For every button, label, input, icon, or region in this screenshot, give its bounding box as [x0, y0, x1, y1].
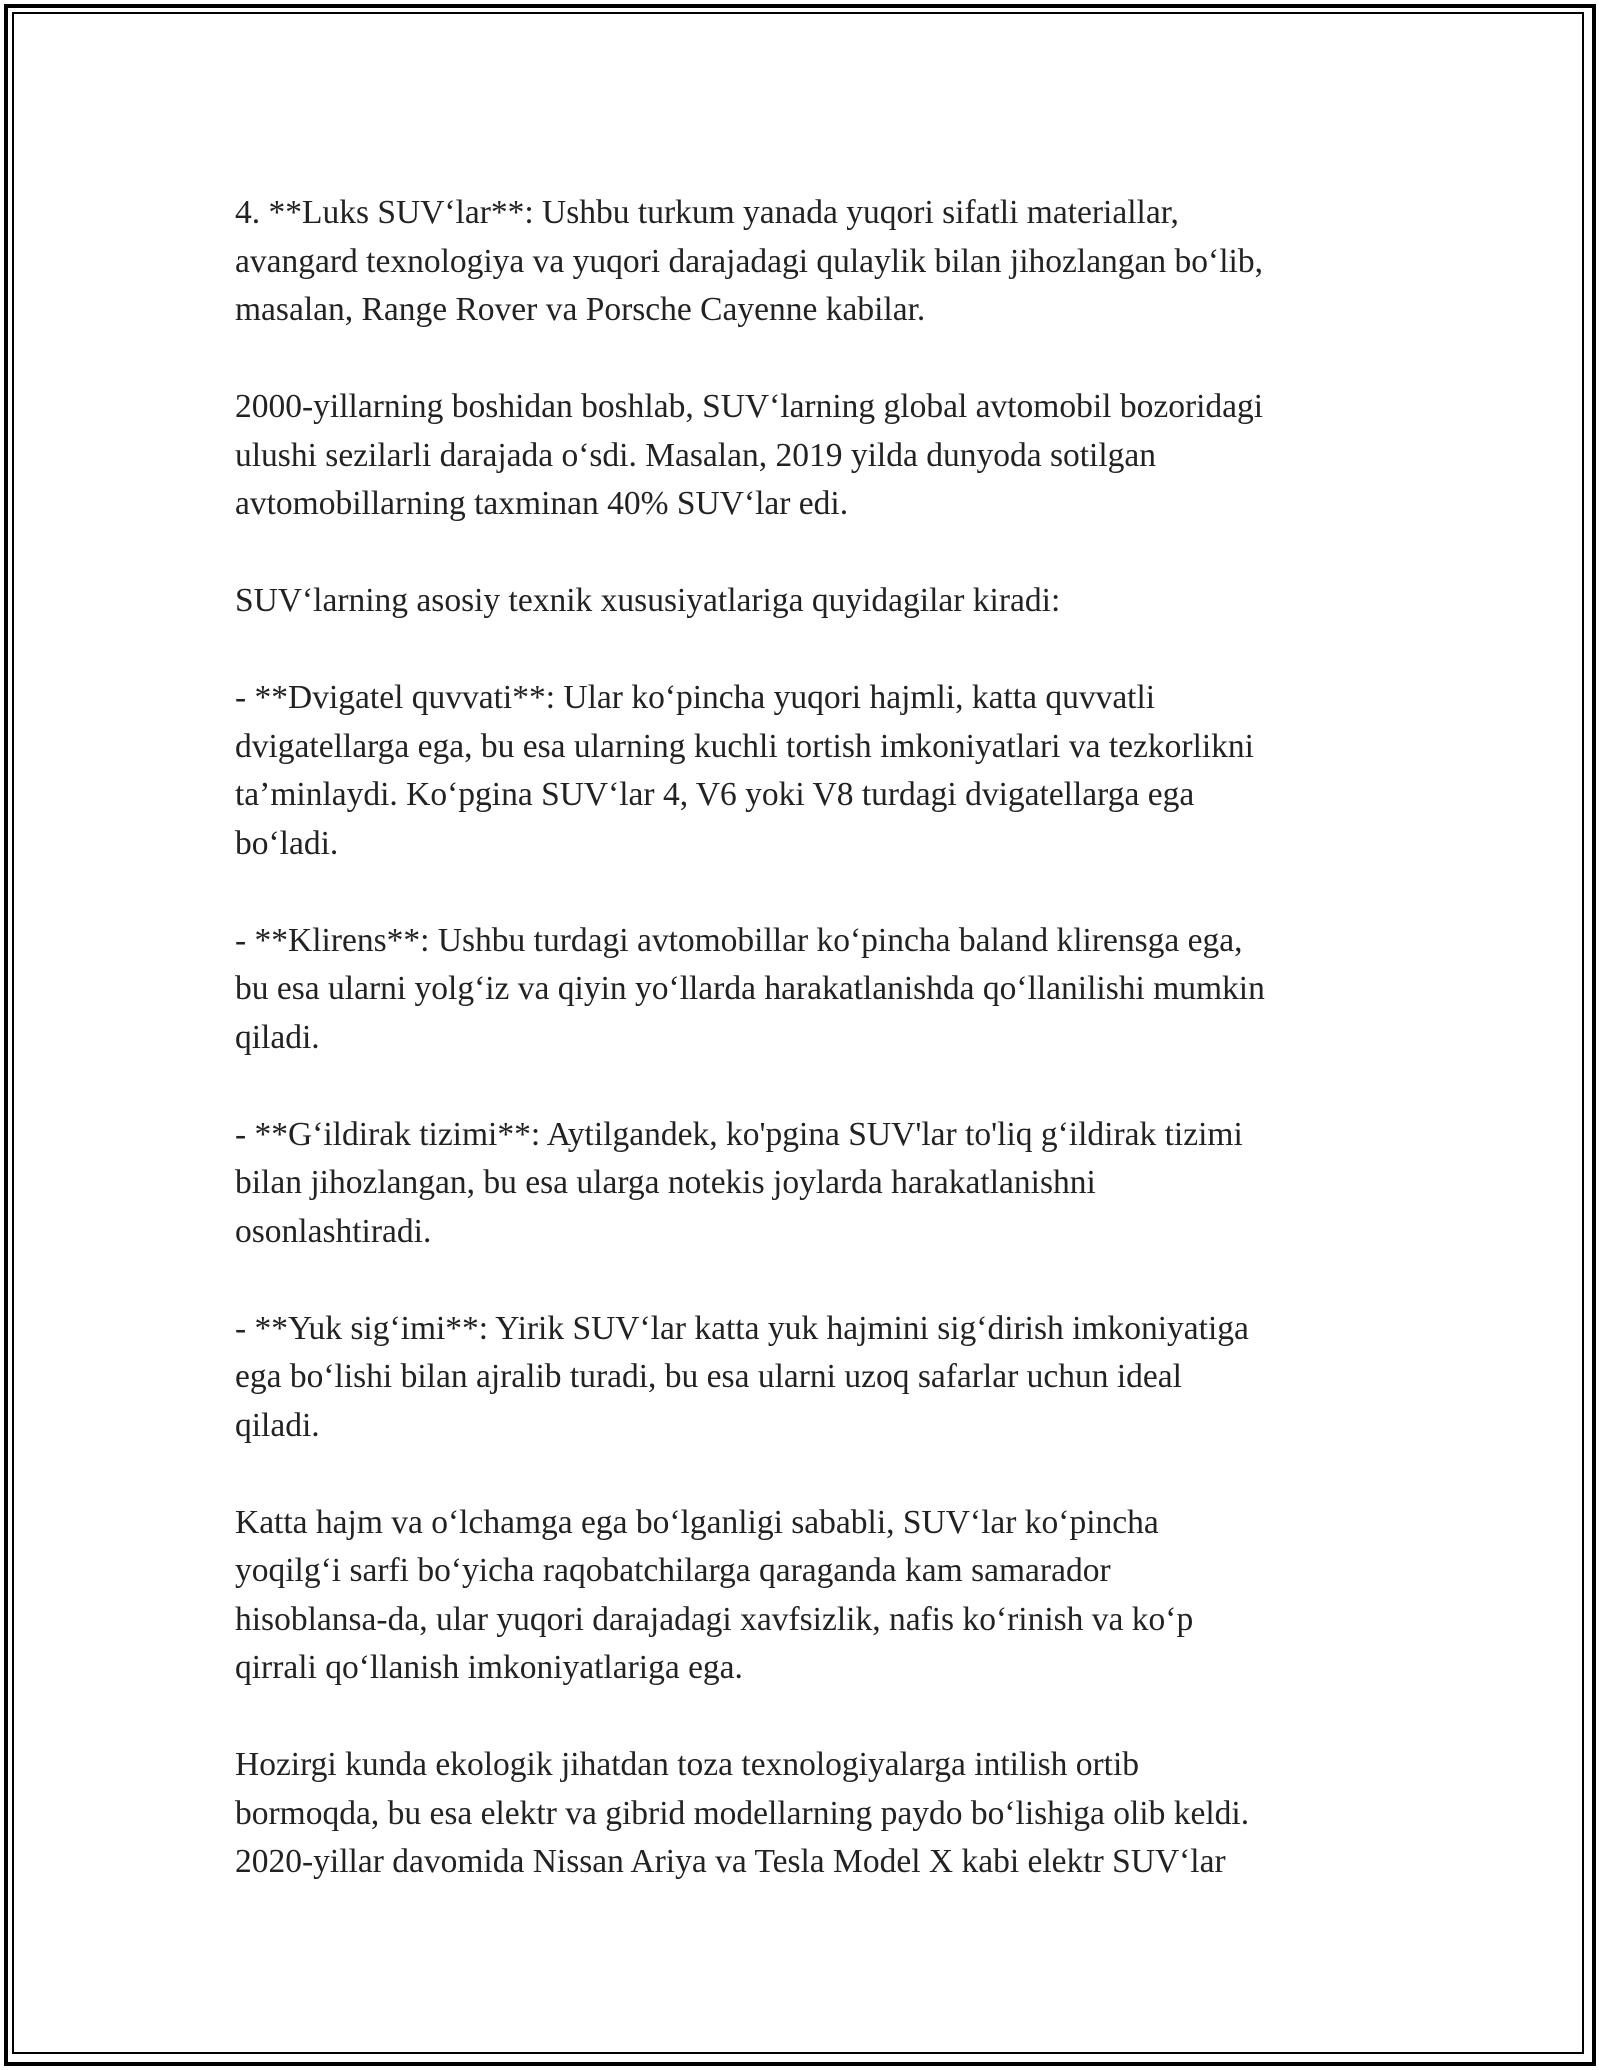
text-line: avangard texnologiya va yuqori darajadagi qulaylik bilan jihozlangan bo‘lib, [235, 242, 1263, 280]
text-line: - **Yuk sig‘imi**: Yirik SUV‘lar katta yuk hajmini sig‘dirish imkoniyatiga [235, 1309, 1249, 1347]
text-line: - **G‘ildirak tizimi**: Aytilgandek, ko'pgina SUV'lar to'liq g‘ildirak tizimi [235, 1115, 1243, 1153]
text-line: 4. **Luks SUV‘lar**: Ushbu turkum yanada yuqori sifatli materiallar, [235, 194, 1179, 231]
text-line: osonlashtiradi. [235, 1212, 432, 1250]
text-line: - **Klirens**: Ushbu turdagi avtomobillar ko‘pincha baland klirensga ega, [235, 921, 1243, 959]
text-line: - **Dvigatel quvvati**: Ular ko‘pincha yuqori hajmli, katta quvvatli [235, 679, 1156, 716]
paragraph-fuel-efficiency [235, 1499, 1385, 1693]
document-body [235, 189, 1385, 1935]
list-item-wheel-drive [235, 1111, 1385, 1257]
paragraph-luxury-suvs [235, 189, 1385, 335]
text-line: ega bo‘lishi bilan ajralib turadi, bu esa ularni uzoq safarlar uchun ideal [235, 1358, 1182, 1395]
text-line: dvigatellarga ega, bu esa ularning kuchli tortish imkoniyatlari va tezkorlikni [235, 727, 1254, 765]
text-line: bormoqda, bu esa elektr va gibrid modellarning paydo bo‘lishiga olib keldi. [235, 1794, 1250, 1832]
text-line: avtomobillarning taxminan 40% SUV‘lar edi. [235, 485, 849, 522]
paragraph-market-share [235, 383, 1385, 529]
text-line: Hozirgi kunda ekologik jihatdan toza texnologiyalarga intilish ortib [235, 1746, 1140, 1783]
text-line: bu esa ularni yolg‘iz va qiyin yo‘llarda harakatlanishda qo‘llanilishi mumkin [235, 970, 1265, 1007]
list-item-ground-clearance [235, 917, 1385, 1063]
text-line: ulushi sezilarli darajada o‘sdi. Masalan, 2019 yilda dunyoda sotilgan [235, 436, 1157, 474]
text-line: masalan, Range Rover va Porsche Cayenne kabilar. [235, 291, 926, 328]
text-line: hisoblansa-da, ular yuqori darajadagi xavfsizlik, nafis ko‘rinish va ko‘p [235, 1600, 1194, 1638]
text-line: bilan jihozlangan, bu esa ularga notekis joylarda harakatlanishni [235, 1164, 1096, 1201]
text-line: qiladi. [235, 1406, 320, 1444]
paragraph-features-intro [235, 577, 1385, 626]
list-item-engine-power [235, 674, 1385, 868]
text-line: bo‘ladi. [235, 824, 339, 862]
text-line: qiladi. [235, 1018, 320, 1056]
text-line: ta’minlaydi. Ko‘pgina SUV‘lar 4, V6 yoki V8 turdagi dvigatellarga ega [235, 776, 1195, 813]
text-line: 2000-yillarning boshidan boshlab, SUV‘larning global avtomobil bozoridagi [235, 388, 1264, 425]
text-line: Katta hajm va o‘lchamga ega bo‘lganligi sababli, SUV‘lar ko‘pincha [235, 1503, 1159, 1541]
text-line: 2020-yillar davomida Nissan Ariya va Tesla Model X kabi elektr SUV‘lar [235, 1843, 1226, 1880]
list-item-cargo-capacity [235, 1305, 1385, 1451]
text-line: yoqilg‘i sarfi bo‘yicha raqobatchilarga qaraganda kam samarador [235, 1552, 1111, 1589]
paragraph-electric-hybrid [235, 1741, 1385, 1887]
text-line: SUV‘larning asosiy texnik xususiyatlariga quyidagilar kiradi: [235, 582, 1061, 619]
text-line: qirrali qo‘llanish imkoniyatlariga ega. [235, 1649, 743, 1686]
